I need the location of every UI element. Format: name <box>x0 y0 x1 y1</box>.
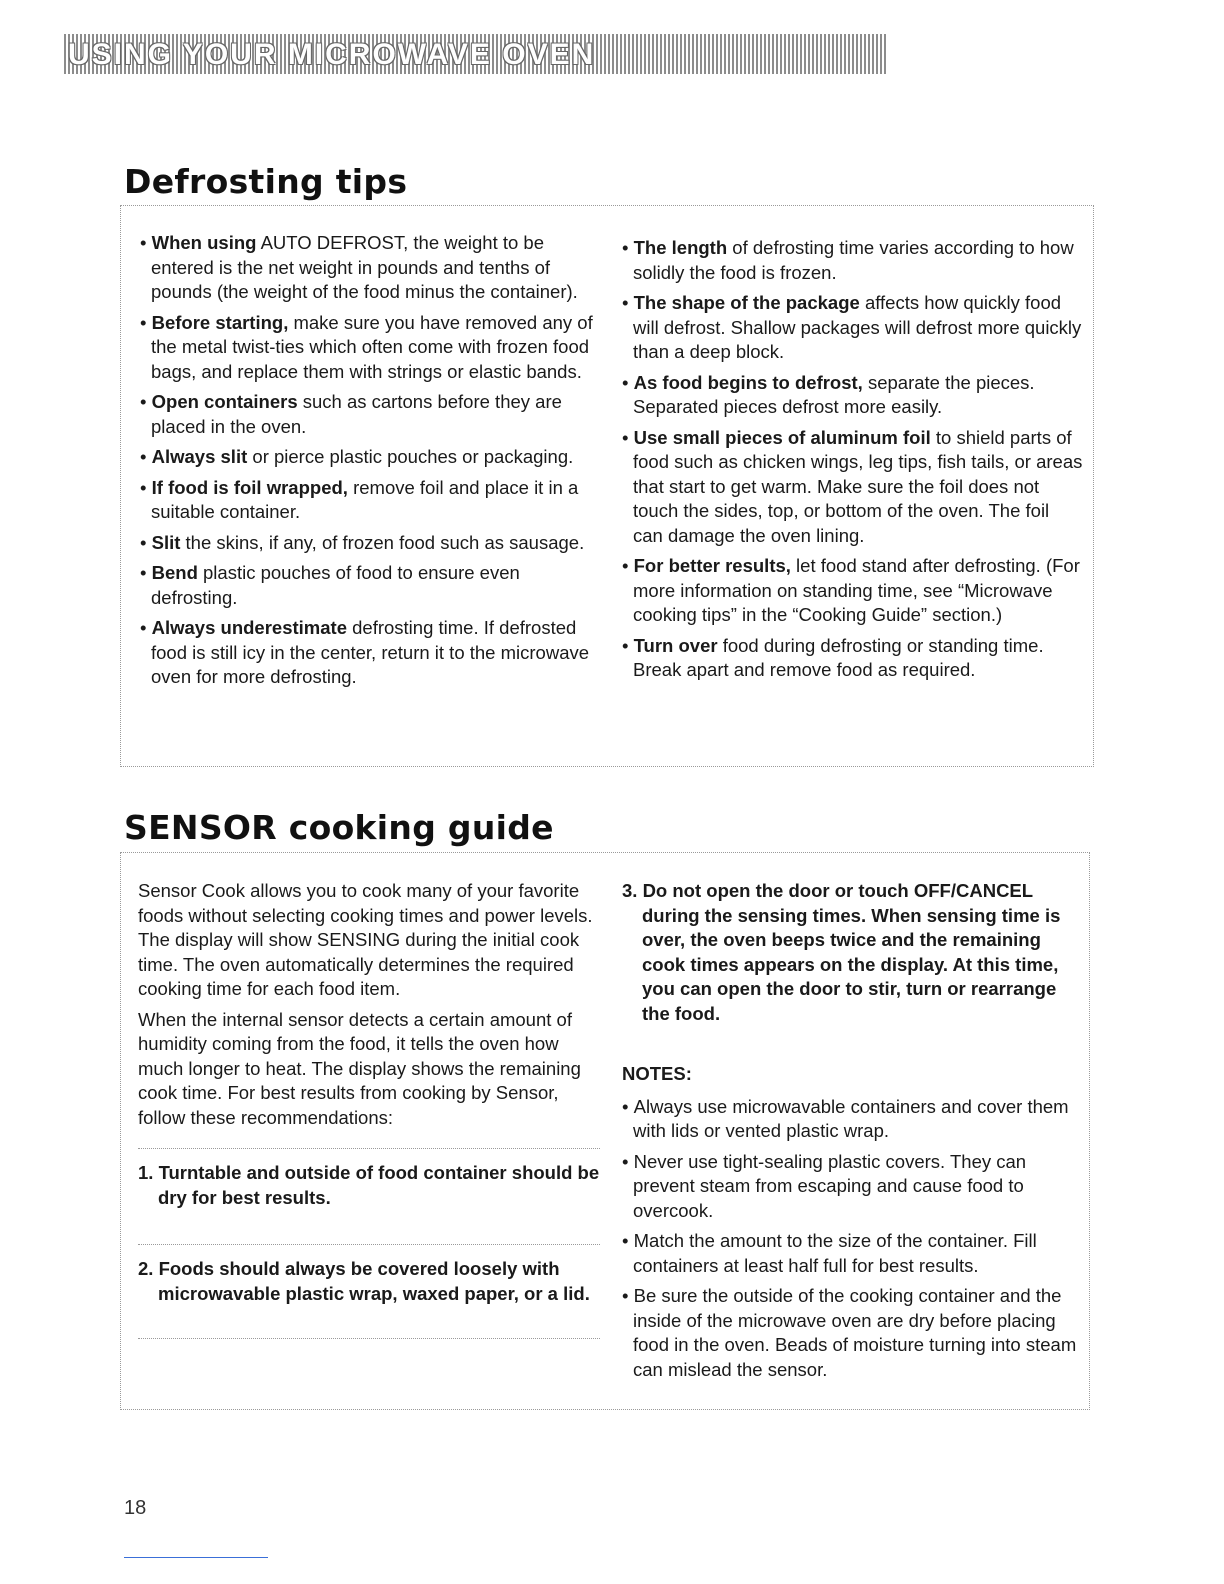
note-item: • Be sure the outside of the cooking container and the inside of the microwave oven are dry before placing food in the oven. Beads of moisture turning into steam can mislead the sensor. <box>622 1285 1077 1380</box>
divider <box>138 1244 600 1245</box>
sensor-intro-paragraph: Sensor Cook allows you to cook many of your favorite foods without selecting cooking times and power levels. The display will show SENSING during the initial cook time. The oven automatically determines the required cooking time for each food item. <box>138 880 593 999</box>
footer-rule <box>124 1557 268 1558</box>
tip-item: • Slit the skins, if any, of frozen food such as sausage. <box>140 531 585 553</box>
tip-item: • If food is foil wrapped, remove foil and place it in a suitable container. <box>140 476 579 522</box>
tip-item: • The shape of the package affects how quickly food will defrost. Shallow packages will defrost more quickly than a deep block. <box>622 292 1082 362</box>
tip-item: • Use small pieces of aluminum foil to shield parts of food such as chicken wings, leg tips, fish tails, or areas that start to get warm. Make sure the foil does not touch the sides, top, or bottom of the oven. The foil can damage the oven lining. <box>622 426 1083 546</box>
tip-item: • Before starting, make sure you have removed any of the metal twist-ties which often come with frozen food bags, and replace them with strings or elastic bands. <box>140 311 593 382</box>
tip-item: • Always slit or pierce plastic pouches or packaging. <box>140 446 574 467</box>
defrosting-tips-right-column <box>622 236 1084 689</box>
divider <box>138 1338 600 1339</box>
divider <box>138 1148 600 1149</box>
section-banner <box>64 34 886 74</box>
tip-item: • When using AUTO DEFROST, the weight to be entered is the net weight in pounds and tenths of pounds (the weight of the food minus the container). <box>140 232 578 302</box>
note-item: • Match the amount to the size of the container. Fill containers at least half full for best results. <box>622 1230 1037 1276</box>
notes-heading: NOTES: <box>622 1063 692 1084</box>
tip-item: • Open containers such as cartons before they are placed in the oven. <box>140 391 562 437</box>
tip-item: • Always underestimate defrosting time. If defrosted food is still icy in the center, return it to the microwave oven for more defrosting. <box>140 617 590 687</box>
tip-item: • The length of defrosting time varies according to how solidly the food is frozen. <box>622 237 1074 283</box>
tip-item: • As food begins to defrost, separate the pieces. Separated pieces defrost more easily. <box>622 371 1035 417</box>
tip-item: • For better results, let food stand after defrosting. (For more information on standing time, see “Microwave cooking tips” in the “Cooking Guide” section.) <box>622 555 1080 625</box>
tip-item: • Bend plastic pouches of food to ensure even defrosting. <box>140 562 520 608</box>
defrosting-tips-left-column <box>140 231 598 696</box>
sensor-cooking-guide-title: SENSOR cooking guide <box>124 808 554 847</box>
recommendation-step: 2. Foods should always be covered loosely with microwavable plastic wrap, waxed paper, or a lid. <box>138 1258 590 1304</box>
recommendation-step: 3. Do not open the door or touch OFF/CANCEL during the sensing times. When sensing time is over, the oven beeps twice and the remaining cook times appears on the display. At this time, you can open the door to stir, turn or rearrange the food. <box>622 880 1061 1024</box>
banner-title: USING YOUR MICROWAVE OVEN <box>68 38 596 71</box>
sensor-guide-right-column <box>622 879 1080 1388</box>
sensor-guide-left-column <box>138 879 600 1339</box>
page-number: 18 <box>124 1497 147 1519</box>
tip-item: • Turn over food during defrosting or standing time. Break apart and remove food as required. <box>622 634 1044 680</box>
note-item: • Never use tight-sealing plastic covers. They can prevent steam from escaping and cause food to overcook. <box>622 1150 1027 1221</box>
sensor-intro-paragraph: When the internal sensor detects a certain amount of humidity coming from the food, it tells the oven how much longer to heat. The display shows the remaining cook time. For best results from cooking by Sensor, follow these recommendations: <box>138 1008 581 1128</box>
recommendation-step: 1. Turntable and outside of food container should be dry for best results. <box>138 1162 600 1208</box>
defrosting-tips-title: Defrosting tips <box>124 162 408 201</box>
note-item: • Always use microwavable containers and cover them with lids or vented plastic wrap. <box>622 1095 1069 1141</box>
